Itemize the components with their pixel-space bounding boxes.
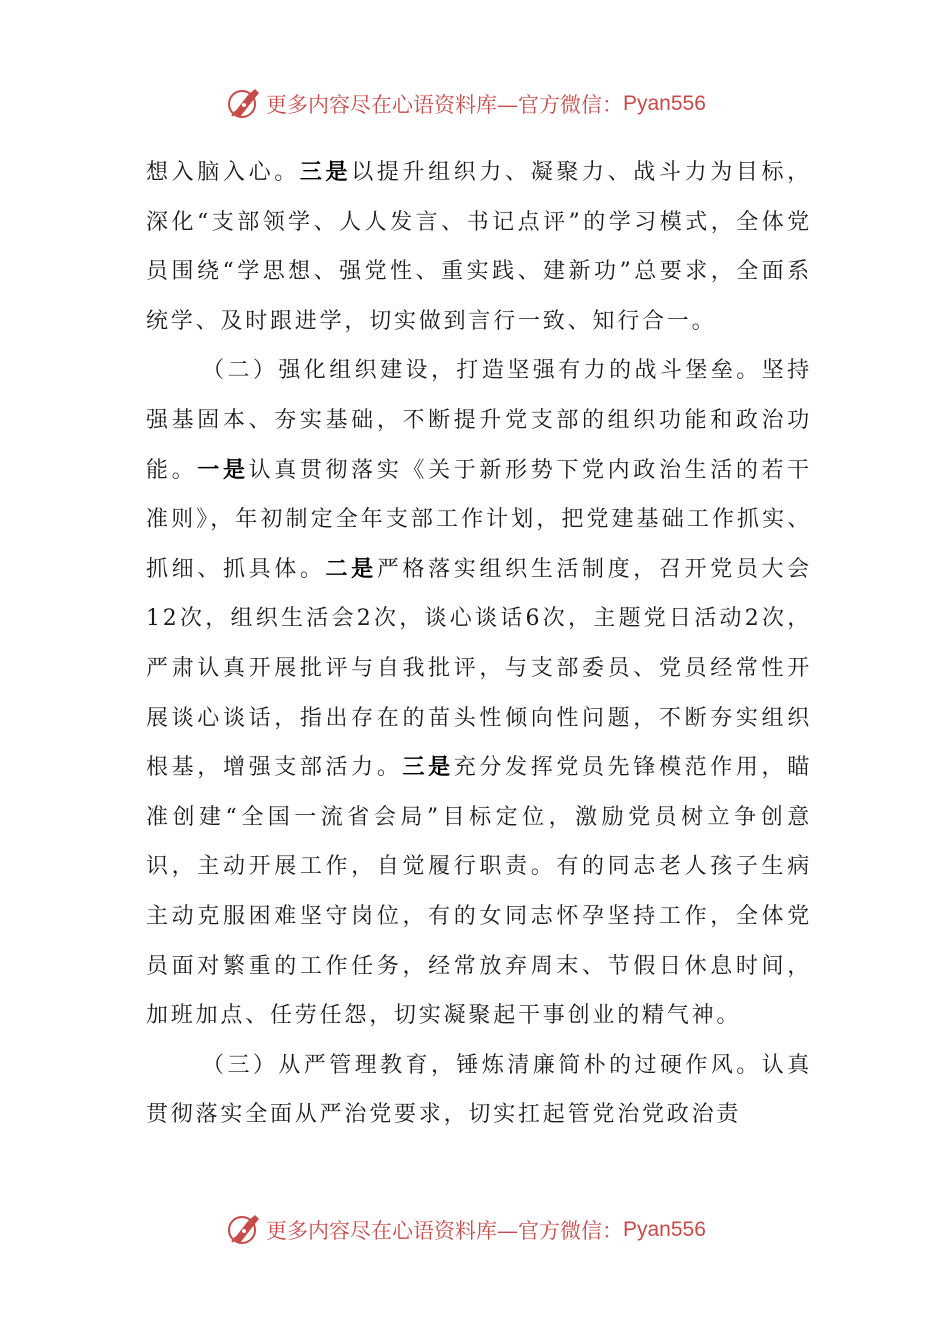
pen-nib-logo-icon xyxy=(226,1212,262,1248)
body-text xyxy=(146,148,812,1140)
pen-nib-logo-icon xyxy=(226,86,262,122)
text-run: 想入脑入心。 xyxy=(146,160,300,185)
text-run: 以提升组织力、凝聚力、战斗力为目标，深化“支部领学、人人发言、书记点评”的学习模式，全体党员围绕“学思想、强党性、重实践、建新功”总要求，全面系统学、及时跟进学，切实做到言行一致、知行合一。 xyxy=(146,160,812,334)
text-run: 严格落实组织生活制度，召开党员大会12次，组织生活会2次，谈心谈话6次，主题党日活动2次，严肃认真开展批评与自我批评，与支部委员、党员经常性开展谈心谈话，指出存在的苗头性倾向性问题，不断夯实组织根基，增强支部活力。 xyxy=(146,556,812,781)
bold-text-run: 三是 xyxy=(402,754,454,781)
banner-text: 更多内容尽在心语资料库—官方微信： xyxy=(266,93,623,117)
text-run: （二）强化组织建设，打造坚强有力的战斗堡垒。坚持强基固本、夯实基础，不断提升党支部的组织功能和政治功能。 xyxy=(146,358,812,483)
text-run: （三）从严管理教育，锤炼清廉简朴的过硬作风。认真贯彻落实全面从严治党要求，切实扛起管党治党政治责 xyxy=(146,1052,812,1128)
banner-text: 更多内容尽在心语资料库—官方微信： xyxy=(266,1219,623,1243)
bold-text-run: 一是 xyxy=(197,456,249,483)
bold-text-run: 三是 xyxy=(299,159,352,185)
footer-banner xyxy=(226,1212,706,1248)
paragraph xyxy=(146,346,812,1040)
wechat-id: Pyan556 xyxy=(623,92,706,115)
paragraph xyxy=(146,1041,812,1140)
wechat-id: Pyan556 xyxy=(623,1218,706,1241)
text-run: 认真贯彻落实《关于新形势下党内政治生活的若干准则》，年初制定全年支部工作计划，把党建基础工作抓实、抓细、抓具体。 xyxy=(146,457,812,582)
bold-text-run: 二是 xyxy=(325,555,377,582)
text-run: 充分发挥党员先锋模范作用，瞄准创建“全国一流省会局”目标定位，激励党员树立争创意识，主动开展工作，自觉履行职责。有的同志老人孩子生病主动克服困难坚守岗位，有的女同志怀孕坚持工作，全体党员面对繁重的工作任务，经常放弃周末、节假日休息时间，加班加点、任劳任怨，切实凝聚起干事创业的精气神。 xyxy=(146,755,812,1029)
paragraph xyxy=(146,148,812,346)
header-banner xyxy=(226,86,706,122)
